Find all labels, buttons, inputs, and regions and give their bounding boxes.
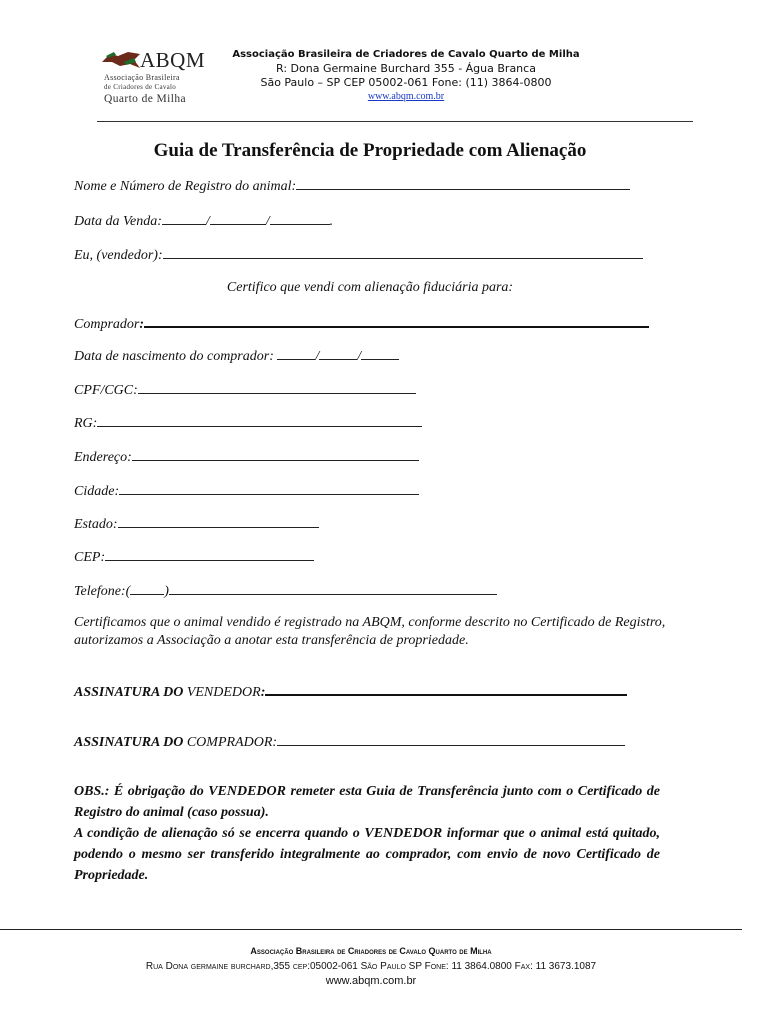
- field-vendedor: [74, 246, 643, 264]
- field-animal: [74, 177, 630, 195]
- footer-address: Rua Dona germaine burchard,355 cep:05002-061 São Paulo SP Fone: 11 3864.0800 Fax: 11 3673.1087: [145, 961, 597, 972]
- field-cpf-label: CPF/CGC:: [74, 383, 138, 398]
- field-cidade-line[interactable]: [119, 482, 419, 495]
- field-vendedor-label: Eu, (vendedor):: [74, 248, 163, 263]
- field-cep: [74, 548, 314, 566]
- logo-abbr: ABQM: [140, 48, 206, 72]
- data-venda-day-line[interactable]: [162, 212, 206, 225]
- certification-text: Certificamos que o animal vendido é registrado na ABQM, conforme descrito no Certificado de Registro, autorizamos a Associação a anotar esta transferência de propriedade.: [74, 615, 666, 648]
- field-rg: [74, 414, 422, 432]
- field-endereco: [74, 448, 419, 466]
- field-data-venda-label: Data da Venda:: [74, 214, 162, 229]
- field-estado-line[interactable]: [118, 515, 319, 528]
- abqm-logo: [100, 48, 215, 112]
- field-data-venda: [74, 212, 333, 230]
- data-venda-year-line[interactable]: [270, 212, 330, 225]
- obs-note-1: OBS.: É obrigação do VENDEDOR remeter esta Guia de Transferência junto com o Certificado de Registro do animal (caso possua).: [74, 784, 660, 820]
- field-cep-line[interactable]: [105, 548, 314, 561]
- field-cep-label: CEP:: [74, 550, 106, 565]
- horse-logo-icon: [100, 48, 144, 72]
- date-separator: /: [315, 349, 320, 364]
- field-estado: [74, 515, 319, 533]
- field-animal-line[interactable]: [296, 177, 630, 190]
- field-rg-label: RG:: [74, 416, 98, 431]
- data-venda-month-line[interactable]: [210, 212, 266, 225]
- field-cpf-line[interactable]: [138, 381, 416, 394]
- certifico-text: Certifico que vendi com alienação fiduciária para:: [226, 280, 514, 295]
- date-end-dot: .: [329, 214, 334, 229]
- sig-comprador-label: COMPRADOR:: [183, 735, 278, 750]
- nascimento-day-line[interactable]: [277, 347, 315, 360]
- field-endereco-label: Endereço:: [74, 450, 132, 465]
- field-comprador-label: Comprador: [74, 317, 140, 332]
- field-vendedor-line[interactable]: [163, 246, 643, 259]
- obs-note-2: A condição de alienação só se encerra quando o VENDEDOR informar que o animal está quitado, podendo o mesmo ser transferido integralmente ao comprador, com envio de novo Certificado de Propriedade.: [74, 826, 660, 883]
- sig-vendedor-bold: ASSINATURA DO: [74, 685, 184, 700]
- nascimento-year-line[interactable]: [361, 347, 399, 360]
- field-cidade-label: Cidade:: [74, 484, 120, 499]
- field-nascimento-label: Data de nascimento do comprador:: [74, 349, 274, 364]
- field-comprador-line[interactable]: [144, 314, 649, 328]
- signature-comprador: [74, 733, 625, 751]
- sig-vendedor-colon: :: [260, 685, 266, 700]
- header-city: São Paulo – SP CEP 05002-061 Fone: (11) 3864-0800: [260, 76, 552, 89]
- comprador-colon: :: [139, 317, 145, 332]
- header-org: Associação Brasileira de Criadores de Cavalo Quarto de Milha: [232, 49, 580, 60]
- footer-org: Associação Brasileira de Criadores de Cavalo Quarto de Milha: [250, 946, 492, 956]
- sig-comprador-line[interactable]: [277, 733, 625, 746]
- logo-line-3: Quarto de Milha: [104, 93, 187, 105]
- logo-line-2: de Criadores de Cavalo: [104, 83, 177, 91]
- field-telefone: [74, 582, 497, 600]
- date-separator: /: [265, 214, 270, 229]
- field-cidade: [74, 482, 419, 500]
- sig-vendedor-line[interactable]: [265, 682, 627, 696]
- sig-comprador-bold: ASSINATURA DO: [74, 735, 184, 750]
- page-title: Guia de Transferência de Propriedade com Alienação: [153, 140, 587, 161]
- letterhead: [216, 48, 596, 104]
- signature-vendedor: [74, 682, 627, 701]
- nascimento-month-line[interactable]: [319, 347, 357, 360]
- field-rg-line[interactable]: [97, 414, 422, 427]
- header-address: R: Dona Germaine Burchard 355 - Água Branca: [276, 62, 536, 75]
- field-comprador: [74, 314, 649, 333]
- telefone-number-line[interactable]: [169, 582, 497, 595]
- telefone-paren: ): [164, 584, 169, 599]
- date-separator: /: [205, 214, 210, 229]
- field-estado-label: Estado:: [74, 517, 118, 532]
- field-nascimento: [74, 347, 399, 365]
- telefone-ddd-line[interactable]: [130, 582, 164, 595]
- header-divider: [97, 121, 693, 122]
- footer-divider: [0, 929, 742, 930]
- logo-line-1: Associação Brasileira: [104, 73, 180, 82]
- field-animal-label: Nome e Número de Registro do animal:: [74, 179, 297, 194]
- header-site-link[interactable]: www.abqm.com.br: [367, 91, 445, 102]
- date-separator: /: [357, 349, 362, 364]
- field-telefone-label: Telefone:(: [74, 584, 131, 599]
- sig-vendedor-label: VENDEDOR: [183, 685, 261, 700]
- field-endereco-line[interactable]: [132, 448, 419, 461]
- field-cpf: [74, 381, 416, 399]
- footer-site: www.abqm.com.br: [325, 975, 417, 987]
